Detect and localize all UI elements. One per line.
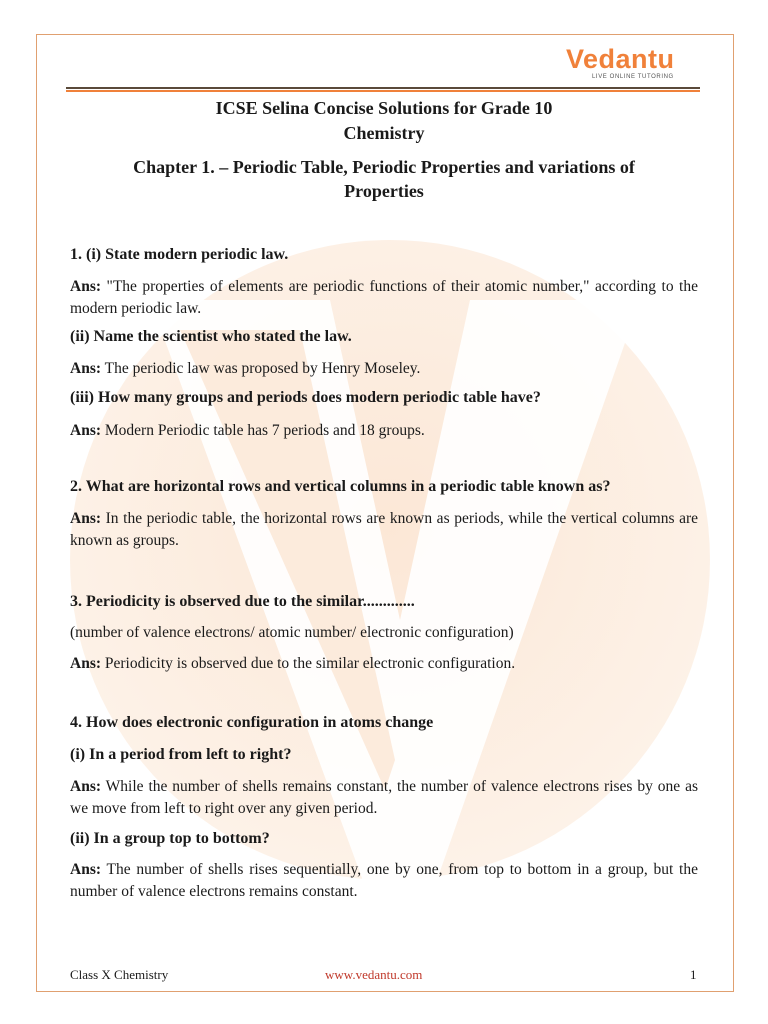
answer-1-ii: Ans: The periodic law was proposed by Henry Moseley. xyxy=(70,360,421,377)
question-1-ii: (ii) Name the scientist who stated the law. xyxy=(70,328,352,345)
document-title: ICSE Selina Concise Solutions for Grade 10 xyxy=(215,98,553,118)
question-1-i: 1. (i) State modern periodic law. xyxy=(70,246,289,263)
answer-4-ii: Ans: The number of shells rises sequentially, one by one, from top to bottom in a group, but the number of valence electrons remains constant. xyxy=(70,861,698,900)
vedantu-logo xyxy=(566,44,696,86)
logo-tagline: LIVE ONLINE TUTORING xyxy=(592,74,674,80)
logo-wordmark: Vedantu xyxy=(566,44,675,74)
question-4-ii: (ii) In a group top to bottom? xyxy=(70,830,270,847)
answer-1-i: Ans: "The properties of elements are periodic functions of their atomic number," according to the modern periodic law. xyxy=(70,278,698,317)
question-4-i: (i) In a period from left to right? xyxy=(70,746,292,763)
question-4: 4. How does electronic configuration in atoms change xyxy=(70,714,434,731)
question-1-iii: (iii) How many groups and periods does modern periodic table have? xyxy=(70,389,541,406)
footer-website-link[interactable]: www.vedantu.com xyxy=(325,967,423,982)
question-2: 2. What are horizontal rows and vertical columns in a periodic table known as? xyxy=(70,478,611,495)
question-3-options: (number of valence electrons/ atomic number/ electronic configuration) xyxy=(70,624,514,641)
header-rule-orange xyxy=(66,90,700,92)
footer-class-label: Class X Chemistry xyxy=(70,967,169,982)
question-3: 3. Periodicity is observed due to the similar............. xyxy=(70,593,415,610)
answer-3: Ans: Periodicity is observed due to the similar electronic configuration. xyxy=(70,655,516,672)
subject-title: Chemistry xyxy=(343,123,425,143)
chapter-title-line1: Chapter 1. – Periodic Table, Periodic Properties and variations of xyxy=(133,157,635,177)
answer-1-iii: Ans: Modern Periodic table has 7 periods and 18 groups. xyxy=(70,422,425,439)
chapter-title-line2: Properties xyxy=(344,181,424,201)
answer-2: Ans: In the periodic table, the horizontal rows are known as periods, while the vertical columns are known as groups. xyxy=(70,510,698,549)
header-rule-dark xyxy=(66,87,700,89)
page-number: 1 xyxy=(690,967,697,982)
answer-4-i: Ans: While the number of shells remains constant, the number of valence electrons rises by one as we move from left to right over any given period. xyxy=(70,778,698,817)
